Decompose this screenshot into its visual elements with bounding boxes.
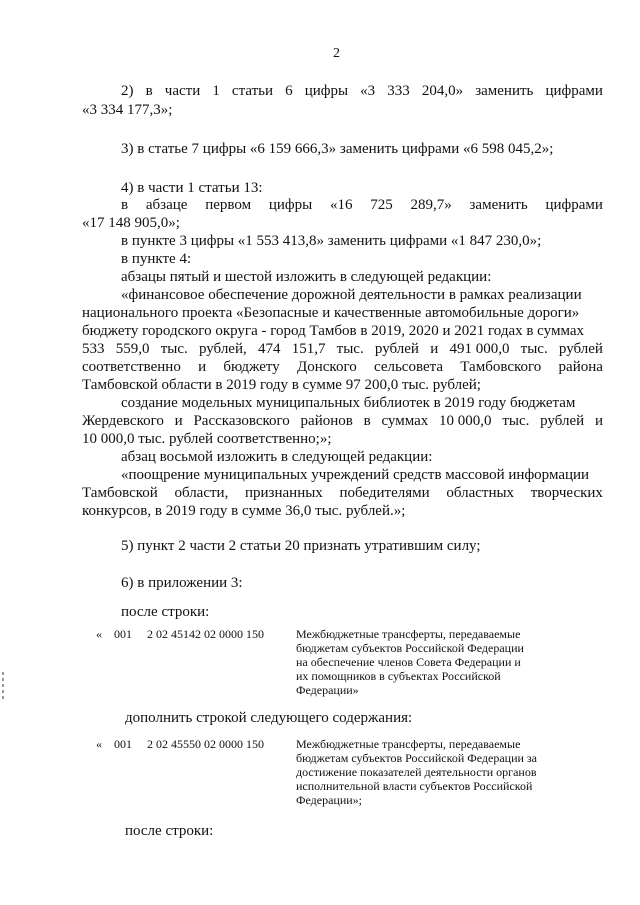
word: Донского [297,359,357,375]
word: Рассказовского [193,413,290,429]
item-5: 5) пункт 2 части 2 статьи 20 признать утратившим силу; [121,538,481,554]
word: области, [174,485,229,501]
word: части [164,83,201,99]
word: суммах [381,413,429,429]
word: областных [446,485,515,501]
quote-3-line-2 [82,484,603,502]
item-4-para-2: в пункте 3 цифры «1 553 413,8» заменить цифрами «1 847 230,0»; [121,233,542,249]
word: цифры [304,83,349,99]
quote-1-line-6: Тамбовской области в 2019 году в сумме 97 200,0 тыс. рублей; [82,377,481,393]
word: Жердевского [82,413,164,429]
word: абзаце [145,197,188,213]
item-2-line-2: «3 334 177,3»; [82,102,173,118]
word: 333 [387,83,410,99]
word: тыс. [160,341,188,357]
word: районов [300,413,353,429]
row-2-desc-line: Федерации»; [296,793,363,807]
word: и [198,359,207,375]
row-1-desc-line: Межбюджетные трансферты, передаваемые [296,627,521,641]
word: 1 [212,83,220,99]
word: первом [205,197,252,213]
quote-2-line-3: 10 000,0 тыс. рублей соответственно;»; [82,431,332,447]
item-4-heading: 4) в части 1 статьи 13: [121,180,263,196]
quote-3-line-1: «поощрение муниципальных учреждений средств массовой информации [121,467,590,483]
row-1-desc-line: их помощников в субъектах Российской [296,669,501,683]
item-4-para-1-line-1 [121,196,603,214]
item-3: 3) в статье 7 цифры «6 159 666,3» заменить цифрами «6 598 045,2»; [121,141,554,157]
row-2-quote: « [96,737,102,751]
quote-2-line-1: создание модельных муниципальных библиотек в 2019 году бюджетам [121,395,576,411]
word: творческих [530,485,603,501]
word: Тамбовского [460,359,542,375]
word: в [363,413,371,429]
word: заменить [475,83,534,99]
word: 204,0» [421,83,464,99]
word: победителями [339,485,430,501]
word: 151,7 [291,341,326,357]
item-4-para-3: в пункте 4: [121,251,192,267]
row-2-desc-line: исполнительной власти субъектов Российской [296,779,533,793]
item-4-para-5: абзац восьмой изложить в следующей редакции: [121,449,433,465]
row-2-desc-line: бюджетам субъектов Российской Федерации за [296,751,537,765]
word: 2) [121,83,134,99]
quote-2-line-2 [82,412,603,430]
word: в [145,83,153,99]
word: цифрами [545,197,603,213]
word: района [558,359,603,375]
row-1-desc-line: на обеспечение членов Совета Федерации и [296,655,521,669]
item-6: 6) в приложении 3: [121,575,243,591]
word: «16 [329,197,353,213]
word: сельсовета [373,359,444,375]
word: цифры [268,197,313,213]
word: 6 [285,83,293,99]
word: заменить [469,197,528,213]
item-4-para-4: абзацы пятый и шестой изложить в следующей редакции: [121,269,492,285]
word: 725 [370,197,393,213]
word: в [121,197,129,213]
quote-1-line-5 [82,358,603,376]
word: 533 [82,341,105,357]
word: 559,0 [115,341,150,357]
after-row-label-1: после строки: [121,604,210,620]
after-row-label-2: после строки: [125,823,214,839]
row-1-admin-code: 001 [114,627,132,641]
word: тыс. [502,413,530,429]
add-row-label: дополнить строкой следующего содержания: [125,710,413,726]
word: и [594,413,603,429]
row-1-quote: « [96,627,102,641]
row-1-desc-line: Федерации» [296,683,359,697]
word: 491 000,0 [449,341,510,357]
word: рублей [558,341,603,357]
word: бюджету [223,359,280,375]
row-2-desc-line: достижение показателей деятельности органов [296,765,537,779]
word: рублей [540,413,585,429]
word: признанных [245,485,323,501]
row-1-kbk-code: 2 02 45142 02 0000 150 [147,627,264,641]
word: 10 000,0 [439,413,492,429]
word: и [430,341,439,357]
item-2-line-1 [121,82,603,100]
row-2-admin-code: 001 [114,737,132,751]
word: тыс. [336,341,364,357]
word: цифрами [545,83,603,99]
row-2-desc-line: Межбюджетные трансферты, передаваемые [296,737,521,751]
page-number: 2 [333,46,340,61]
quote-1-line-1: «финансовое обеспечение дорожной деятельности в рамках реализации [121,287,582,303]
quote-1-line-3: бюджету городского округа - город Тамбов в 2019, 2020 и 2021 годах в суммах [82,323,584,339]
word: «3 [360,83,376,99]
word: 289,7» [410,197,452,213]
row-2-kbk-code: 2 02 45550 02 0000 150 [147,737,264,751]
word: и [174,413,183,429]
word: тыс. [520,341,548,357]
item-4-para-1-line-2: «17 148 905,0»; [82,215,180,231]
word: статьи [231,83,274,99]
word: соответственно [82,359,181,375]
quote-3-line-3: конкурсов, в 2019 году в сумме 36,0 тыс. рублей.»; [82,503,406,519]
quote-1-line-2: национального проекта «Безопасные и качественные автомобильные дороги» [82,305,580,321]
quote-1-line-4 [82,340,603,358]
word: рублей, [198,341,247,357]
margin-mark [2,672,4,702]
word: 474 [257,341,281,357]
word: рублей [374,341,419,357]
row-1-desc-line: бюджетам субъектов Российской Федерации [296,641,524,655]
word: Тамбовской [82,485,158,501]
